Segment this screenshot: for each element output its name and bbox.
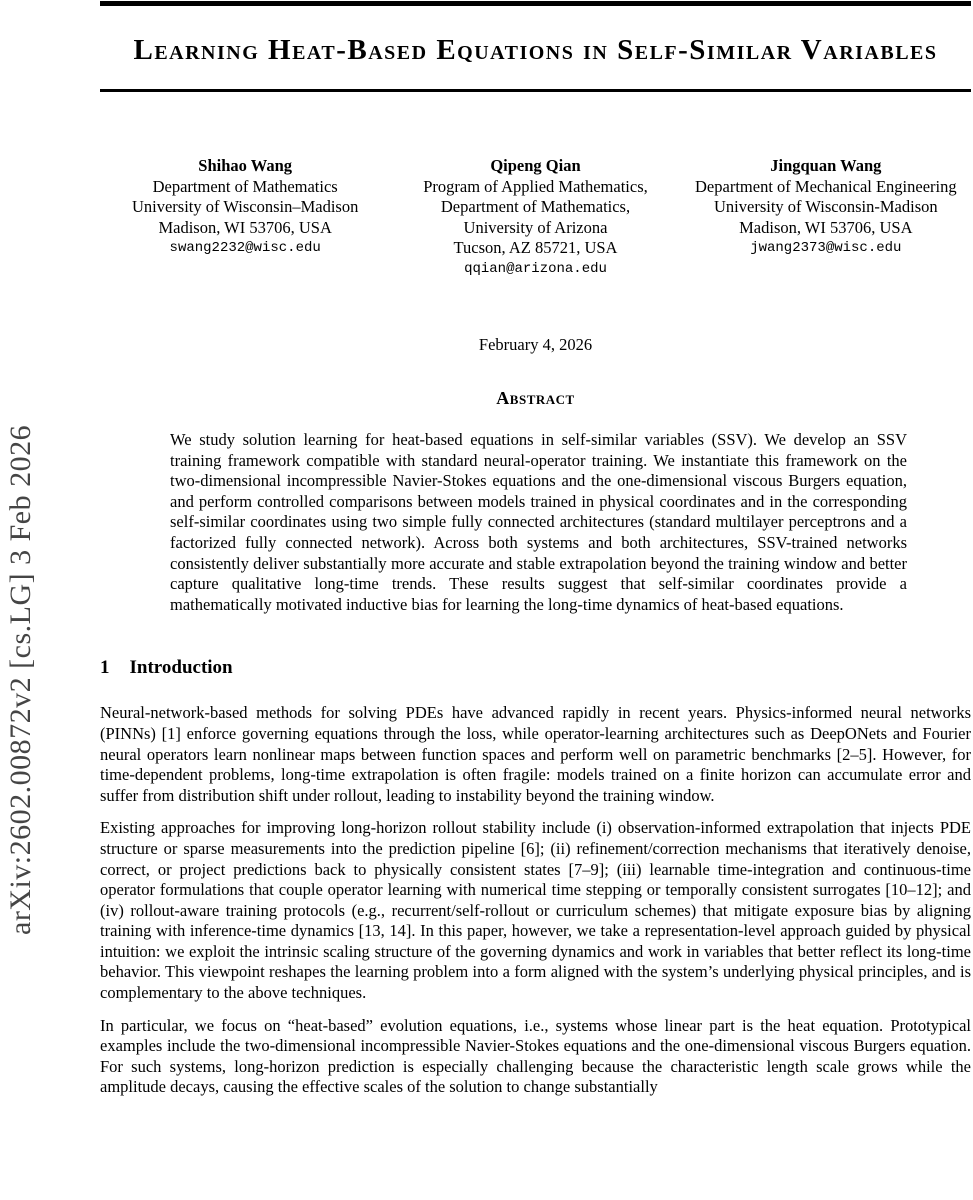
author-name: Jingquan Wang	[770, 156, 882, 175]
author-block	[100, 156, 971, 279]
author-3	[681, 156, 971, 279]
title-rule	[100, 89, 971, 92]
author-2	[390, 156, 680, 279]
section-heading-introduction	[100, 657, 971, 679]
top-rule	[100, 1, 971, 6]
paper-title: Learning Heat-Based Equations in Self-Similar Variables	[133, 34, 938, 66]
paragraph: Existing approaches for improving long-horizon rollout stability include (i) observation-informed extrapolation that injects PDE structure or sparse measurements into the prediction pipeline [6]; (ii) refinement/correction mechanisms that iteratively denoise, correct, or project predictions back to physically consistent states [7–9]; (iii) learnable time-integration and continuous-time operator formulations that couple operator learning with numerical time stepping or temporally consistent surrogates [10–12]; and (iv) rollout-aware training protocols (e.g., recurrent/self-rollout or curriculum schemes) that mitigate exposure bias by aligning training with inference-time dynamics [13, 14]. In this paper, however, we take a representation-level approach guided by physical intuition: we exploit the intrinsic scaling structure of the governing dynamics and work in variables that better reflect its long-time behavior. This viewpoint reshapes the learning problem into a form aligned with the system’s underlying physical principles, and is complementary to the above techniques.	[100, 818, 971, 1003]
affiliation-line: Department of Mechanical Engineering	[695, 176, 957, 196]
affiliation-line: Madison, WI 53706, USA	[158, 217, 332, 237]
affiliation-line: Tucson, AZ 85721, USA	[453, 238, 618, 257]
abstract-heading: Abstract	[496, 388, 575, 408]
paragraph: Neural-network-based methods for solving PDEs have advanced rapidly in recent years. Physics-informed neural networks (PINNs) [1] enforce governing equations through the loss, while operator-learning architectures such as DeepONets and Fourier neural operators learn nonlinear maps between function spaces and perform well on parametric benchmarks [2–5]. However, for time-dependent problems, long-time extrapolation is often fragile: models trained on a finite horizon can accumulate error and suffer from distribution shift under rollout, leading to instability beyond the training window.	[100, 703, 971, 805]
affiliation-line: University of Wisconsin–Madison	[131, 197, 359, 216]
affiliation-line: Program of Applied Mathematics,	[423, 176, 648, 196]
paper-content	[100, 0, 971, 1098]
affiliation-line: University of Arizona	[463, 217, 608, 237]
affiliation-line: Department of Mathematics	[152, 176, 338, 196]
section-title: Introduction	[129, 657, 233, 679]
arxiv-watermark: arXiv:2602.00872v2 [cs.LG] 3 Feb 2026	[4, 424, 37, 935]
author-name: Qipeng Qian	[490, 156, 581, 175]
author-email: qqian@arizona.edu	[464, 260, 607, 277]
section-number: 1	[100, 657, 110, 679]
author-name: Shihao Wang	[198, 156, 293, 175]
date-line: February 4, 2026	[478, 335, 593, 354]
abstract-text: We study solution learning for heat-based equations in self-similar variables (SSV). We develop an SSV training framework compatible with standard neural-operator training. We instantiate this framework on the two-dimensional incompressible Navier-Stokes equations and the one-dimensional viscous Burgers equation, and perform controlled comparisons between models trained in physical coordinates and in the corresponding self-similar coordinates using two simple fully connected architectures (standard multilayer perceptrons and a factorized fully connected network). Across both systems and both architectures, SSV-trained networks consistently deliver substantially more accurate and stable extrapolation beyond the training window and better capture qualitative long-time trends. These results suggest that self-similar coordinates provide a mathematically motivated inductive bias for learning the long-time dynamics of heat-based equations.	[170, 430, 907, 614]
affiliation-line: Department of Mathematics,	[440, 197, 631, 216]
introduction-body	[100, 703, 971, 1098]
paragraph: In particular, we focus on “heat-based” evolution equations, i.e., systems whose linear part is the heat equation. Prototypical examples include the two-dimensional incompressible Navier-Stokes equations and the one-dimensional viscous Burgers equation. For such systems, long-horizon prediction is especially challenging because the characteristic length scale grows while the amplitude decays, causing the effective scales of the solution to change substantially	[100, 1015, 971, 1097]
author-email: jwang2373@wisc.edu	[750, 240, 902, 256]
affiliation-line: University of Wisconsin-Madison	[714, 197, 938, 216]
author-email: swang2232@wisc.edu	[169, 240, 321, 256]
author-1	[100, 156, 390, 279]
affiliation-line: Madison, WI 53706, USA	[739, 217, 913, 237]
